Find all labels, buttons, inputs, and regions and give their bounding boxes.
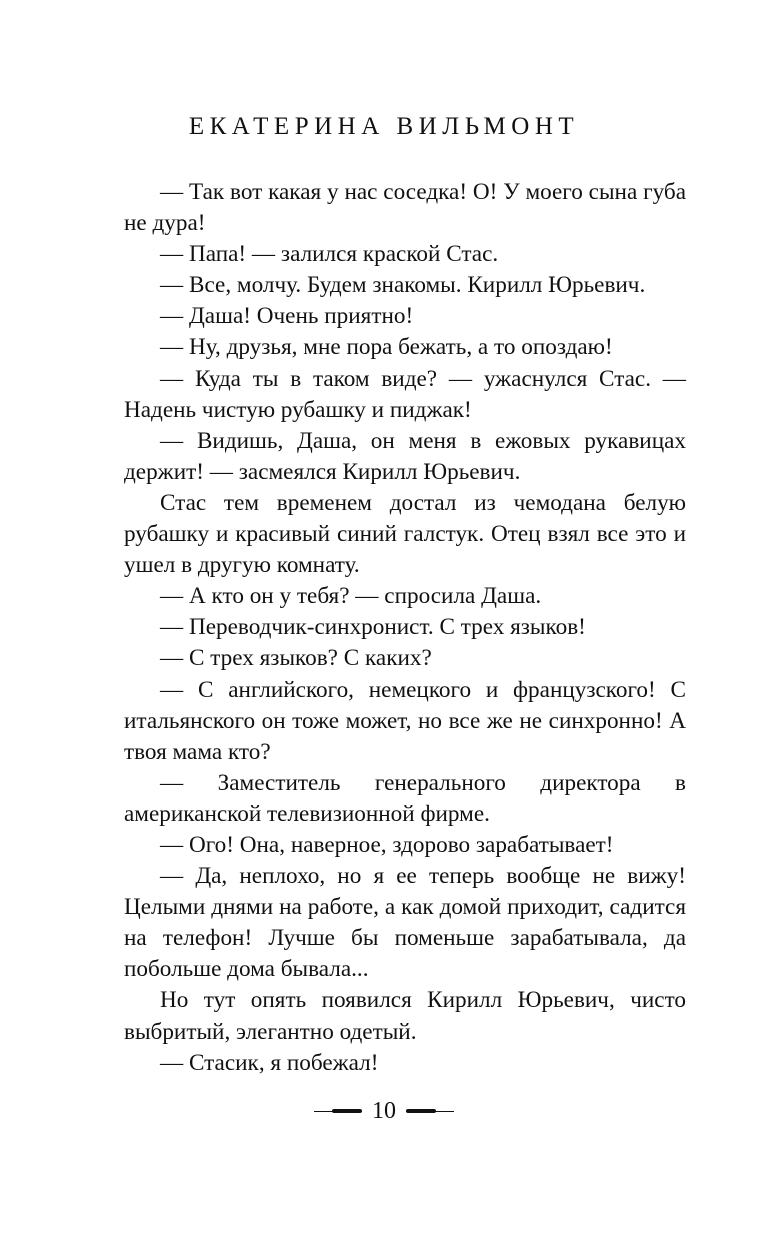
- paragraph: — Куда ты в таком виде? — ужаснулся Стас. — Надень чистую рубашку и пиджак!: [124, 365, 686, 423]
- paragraph: — Даша! Очень приятно!: [160, 303, 414, 330]
- paragraph: Стас тем временем достал из чемодана белую рубашку и красивый синий галстук. Отец взял все это и ушел в другую комнату.: [124, 489, 686, 579]
- paragraph: — Ого! Она, наверное, здорово зарабатывает!: [160, 831, 614, 858]
- paragraph: — Все, молчу. Будем знакомы. Кирилл Юрьевич.: [160, 272, 646, 299]
- paragraph: — Переводчик-синхронист. С трех языков!: [160, 614, 586, 641]
- paragraph: — Видишь, Даша, он меня в ежовых рукавицах держит! — засмеялся Кирилл Юрьевич.: [124, 427, 686, 485]
- running-title: ЕКАТЕРИНА ВИЛЬМОНТ: [188, 113, 580, 140]
- running-header: [0, 112, 768, 142]
- page-footer: [0, 1094, 768, 1128]
- paragraph: Но тут опять появился Кирилл Юрьевич, чисто выбритый, элегантно одетый.: [124, 987, 686, 1045]
- paragraph: — С английского, немецкого и французского! С итальянского он тоже может, но все же не синхронно! А твоя мама кто?: [124, 676, 686, 765]
- page-body: [124, 177, 686, 1079]
- paragraph: — Заместитель генерального директора в американской телевизионной фирме.: [124, 769, 686, 827]
- paragraph: — Да, неплохо, но я ее теперь вообще не вижу! Целыми днями на работе, а как домой приходит, садится на телефон! Лучше бы поменьше зарабатывала, да побольше дома бывала...: [124, 863, 686, 983]
- paragraph: — Так вот какая у нас соседка! О! У моего сына губа не дура!: [124, 179, 686, 237]
- folio-ornament-left: [312, 1107, 362, 1115]
- paragraph: — Стасик, я побежал!: [160, 1049, 379, 1076]
- paragraph: — Ну, друзья, мне пора бежать, а то опоздаю!: [160, 334, 613, 361]
- paragraph: — С трех языков? С каких?: [160, 645, 432, 672]
- folio-ornament-right: [406, 1107, 456, 1115]
- paragraph: — Папа! — залился краской Стас.: [160, 241, 499, 268]
- paragraph: — А кто он у тебя? — спросила Даша.: [160, 583, 542, 610]
- page-number: 10: [372, 1098, 396, 1124]
